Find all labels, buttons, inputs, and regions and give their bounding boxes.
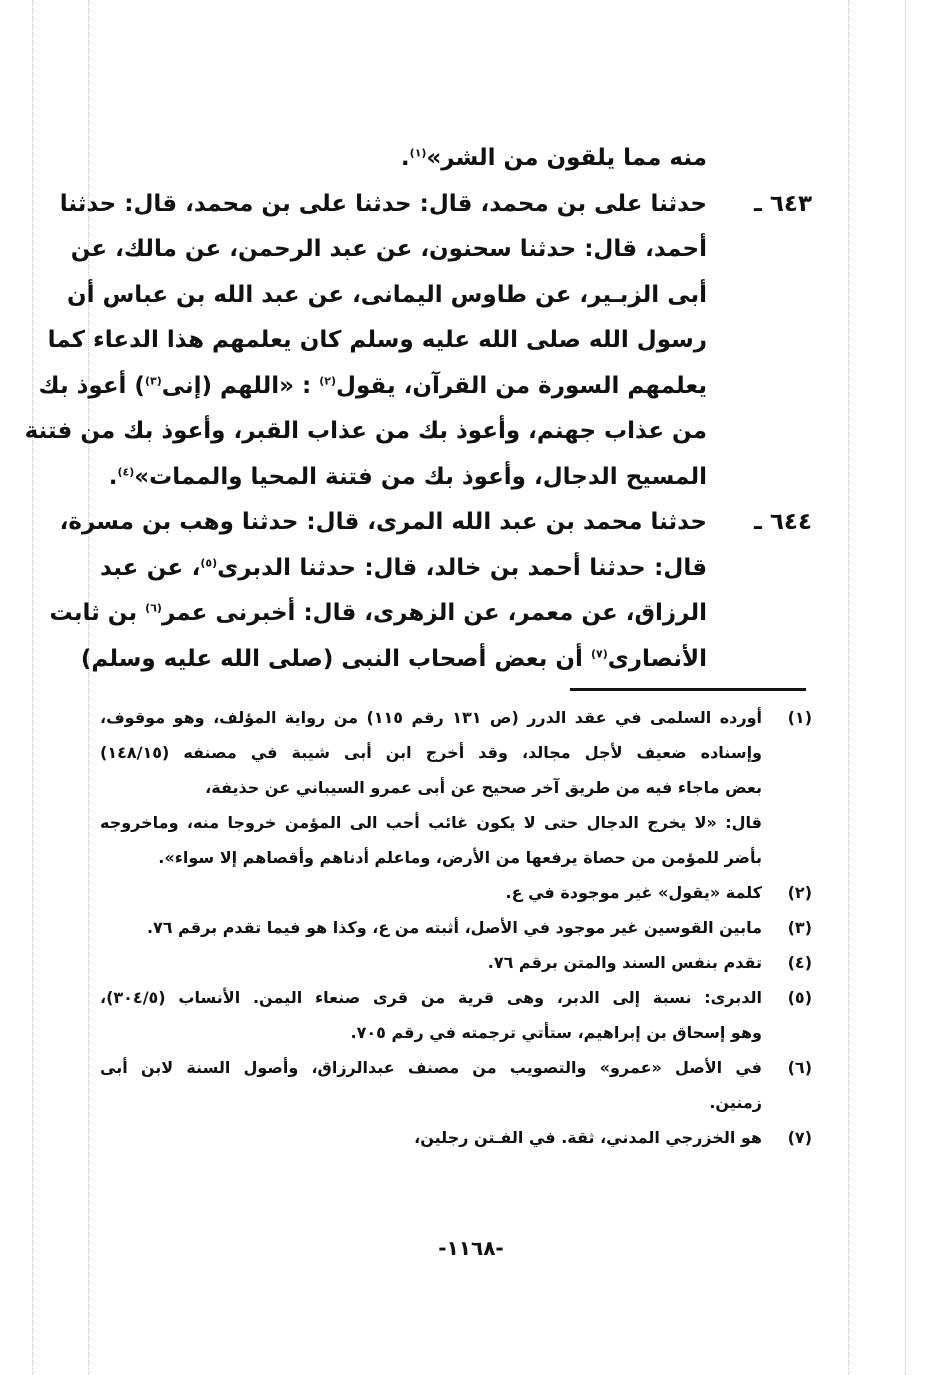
footnote-text: وهو إسحاق بن إبراهيم، ستأتي ترجمته في رقم ٧٠٥.: [350, 1023, 762, 1042]
text-segment: يعلمهم السورة من القرآن، يقول: [336, 372, 707, 399]
text-line: [80, 637, 812, 683]
footnote-line: [100, 700, 812, 735]
footnote-number: (٦): [787, 1058, 812, 1077]
text-segment: أن بعض أصحاب النبى (صلى الله عليه وسلم): [80, 645, 591, 672]
footnote-text: أورده السلمى في عقد الدرر (ص ١٣١ رقم ١١٥) من رواية المؤلف، وهو موقوف،: [100, 708, 763, 727]
text-segment: .: [400, 145, 410, 171]
text-segment: المسيح الدجال، وأعوذ بك من فتنة المحيا والممات»: [134, 463, 707, 490]
line-text: [100, 136, 707, 182]
footnote-line: [100, 1050, 812, 1085]
text-segment: من عذاب جهنم، وأعوذ بك من عذاب القبر، وأعوذ بك من فتنة: [24, 418, 707, 444]
line-text: [59, 182, 707, 228]
footnotes-section: [100, 700, 812, 1155]
footnote-marker: (٣): [144, 373, 162, 387]
text-line: [38, 364, 812, 410]
footnote-text: وإسناده ضعيف لأجل مجالد، وقد أخرج ابن أبى شيبة في مصنفه (١٤٨/١٥): [100, 743, 762, 762]
footnote-marker: (٢): [319, 373, 337, 387]
footnote-marker: (٤): [117, 464, 135, 478]
footnote-line: [100, 840, 812, 875]
text-segment: ) أعوذ بك: [38, 372, 145, 399]
text-line: [70, 227, 812, 273]
line-text: [100, 546, 707, 592]
footnote-marker: (٧): [590, 646, 608, 660]
text-segment: .: [108, 463, 118, 490]
footnote-separator: [570, 688, 806, 691]
footnote-line: [100, 945, 812, 980]
footnote-line: [100, 1120, 812, 1155]
scan-guide-line: [32, 0, 33, 1375]
footnote-line: [100, 980, 812, 1015]
footnote-text: الدبرى: نسبة إلى الدبر، وهى قرية من قرى صنعاء اليمن. الأنساب (٣٠٤/٥)،: [100, 988, 762, 1007]
text-line: [59, 182, 812, 228]
footnote-number: (٥): [787, 988, 812, 1007]
footnote-text: هو الخزرجي المدني، ثقة. في الفـتن رجلين،: [414, 1128, 762, 1147]
footnote-text: في الأصل «عمرو» والتصويب من مصنف عبدالرزاق، وأصول السنة لابن أبى: [100, 1058, 762, 1077]
text-line: [24, 409, 812, 455]
footnote-line: [100, 1085, 812, 1120]
footnote-marker: (٥): [200, 555, 218, 569]
footnote-line: [100, 735, 812, 770]
main-text-body: [24, 136, 812, 682]
text-segment: : «اللهم (إنى: [161, 372, 320, 399]
hadith-number: ٦٤٣ ـ: [754, 190, 812, 217]
line-text: [24, 409, 707, 455]
hadith-number: ٦٤٤ ـ: [754, 509, 812, 535]
text-segment: الرزاق، عن معمر، عن الزهرى، قال: أخبرنى عمر: [161, 600, 707, 626]
text-segment: أحمد، قال: حدثنا سحنون، عن عبد الرحمن، عن مالك، عن: [70, 236, 707, 262]
line-text: [67, 273, 707, 319]
line-text: [47, 318, 707, 364]
footnote-line: [100, 875, 812, 910]
scan-guide-line: [905, 0, 906, 1375]
footnote-number: (٤): [787, 953, 812, 972]
line-text: [70, 227, 707, 273]
text-segment: الأنصارى: [607, 645, 707, 672]
footnote-line: [100, 1015, 812, 1050]
footnote-line: [100, 805, 812, 840]
text-line: [100, 136, 812, 182]
footnote-number: (٢): [787, 883, 812, 902]
text-segment: منه مما يلقون من الشر»: [426, 145, 707, 171]
footnote-text: بعض ماجاء فيه من طريق آخر صحيح عن أبى عمرو السيباني عن حذيفة،: [205, 778, 762, 797]
footnote-text: بأضر للمؤمن من حصاة يرفعها من الأرض، وماعلم أدناهم وأقصاهم إلا سواء».: [158, 848, 762, 867]
line-text: [59, 500, 707, 546]
footnote-text: مابين القوسين غير موجود في الأصل، أثبته من ع، وكذا هو فيما تقدم برقم ٧٦.: [146, 918, 762, 937]
footnote-text: زمنين.: [709, 1093, 762, 1112]
footnote-number: (٧): [787, 1128, 812, 1147]
footnote-line: [100, 770, 812, 805]
footnote-line: [100, 910, 812, 945]
text-segment: حدثنا على بن محمد، قال: حدثنا على بن محمد، قال: حدثنا: [59, 190, 707, 217]
footnote-text: قال: «لا يخرج الدجال حتى لا يكون غائب أحب الى المؤمن خروجا منه، وماخروجه: [100, 813, 762, 832]
text-segment: قال: حدثنا أحمد بن خالد، قال: حدثنا الدبرى: [217, 554, 708, 581]
text-line: [47, 318, 812, 364]
text-line: [49, 591, 812, 637]
line-text: [38, 364, 707, 410]
footnote-number: (٣): [787, 918, 812, 937]
line-text: [100, 455, 707, 501]
footnote-text: كلمة «يقول» غير موجودة في ع.: [505, 883, 762, 902]
text-line: [100, 455, 812, 501]
footnote-text: تقدم بنفس السند والمتن برقم ٧٦.: [487, 953, 762, 972]
footnote-marker: (٦): [145, 601, 162, 615]
text-segment: بن ثابت: [49, 600, 146, 626]
text-segment: حدثنا محمد بن عبد الله المرى، قال: حدثنا وهب بن مسرة،: [59, 509, 707, 535]
scan-guide-line: [848, 0, 849, 1375]
text-line: [100, 546, 812, 592]
text-segment: أبى الزبـير، عن طاوس اليمانى، عن عبد الله بن عباس أن: [67, 281, 707, 308]
footnote-marker: (١): [409, 146, 427, 160]
footnote-number: (١): [787, 708, 812, 727]
text-segment: ، عن عبد: [100, 554, 201, 581]
text-segment: رسول الله صلى الله عليه وسلم كان يعلمهم هذا الدعاء كما: [47, 327, 707, 353]
line-text: [80, 637, 707, 683]
page-number: -١١٦٨-: [438, 1236, 504, 1260]
text-line: [67, 273, 812, 319]
line-text: [49, 591, 707, 637]
text-line: [59, 500, 812, 546]
